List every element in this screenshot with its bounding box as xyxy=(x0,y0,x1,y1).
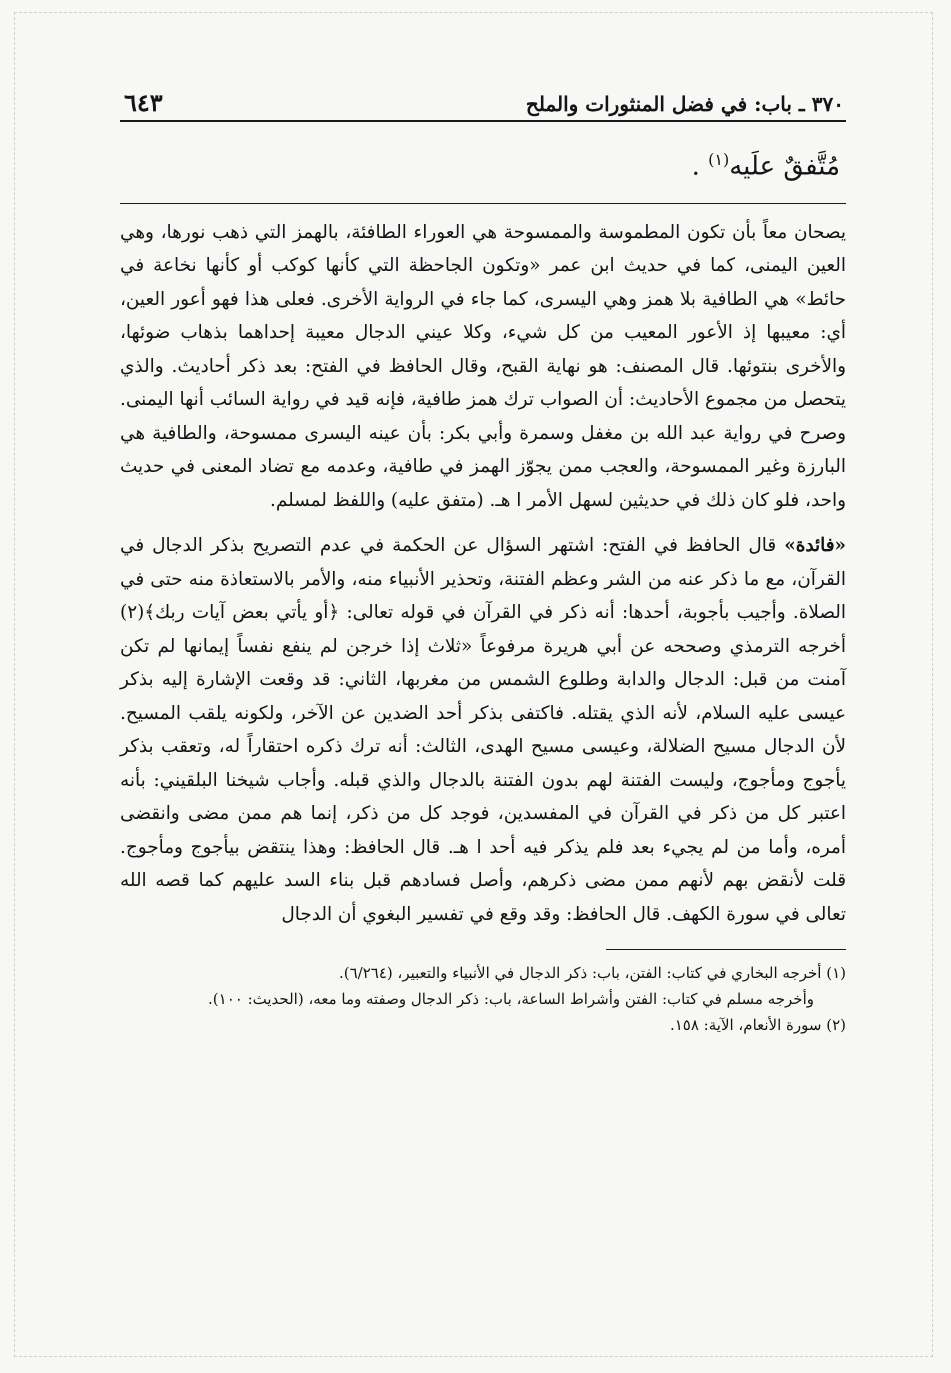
book-page xyxy=(120,80,846,1038)
running-header xyxy=(120,80,846,122)
footnote-divider xyxy=(606,949,846,950)
paragraph-1: يصحان معاً بأن تكون المطموسة والممسوحة هي العوراء الطافئة، بالهمز التي ذهب نورها، وهي العين اليمنى، كما في حديث ابن عمر «وتكون الجاحظة التي كأنها كوكب أو كأنها نخاعة في حائط» هي الطافية بلا همز وهي اليسرى، كما جاء في الرواية الأخرى. فعلى هذا فهو أعور العين، أي: معيبها إذ الأعور المعيب من كل شيء، وكلا عيني الدجال معيبة إحداهما بذهاب ضوئها، والأخرى بنتوئها. قال المصنف: هو نهاية القبح، وقال الحافظ في الفتح: بعد ذكر أحاديث. والذي يتحصل من مجموع الأحاديث: أن الصواب ترك همز طافية، فإنه قيد في رواية السائب أنها اليمنى. وصرح في رواية عبد الله بن مغفل وسمرة وأبي بكر: بأن عينه اليسرى ممسوحة، والطافية هي البارزة وغير الممسوحة، والعجب ممن يجوّز الهمز في طافية، وعدمه مع تضاد المعنى في حديث واحد، فلو كان ذلك في حديثين لسهل الأمر ا هـ. (متفق عليه) واللفظ لمسلم. xyxy=(120,221,846,511)
agreed-upon-line xyxy=(120,140,846,187)
section-divider xyxy=(120,203,846,204)
agreed-upon-text: مُتَّفقٌ علَيه xyxy=(729,151,840,182)
paragraph-2 xyxy=(120,529,846,931)
footnote-1: (١) أخرجه البخاري في كتاب: الفتن، باب: ذكر الدجال في الأنبياء والتعبير، (٦/٢٦٤). xyxy=(338,964,846,983)
chapter-title: ٣٧٠ ـ باب: في فضل المنثورات والملح xyxy=(525,92,844,116)
footnote-marker: (١) xyxy=(708,150,730,169)
commentary-text xyxy=(120,216,846,932)
paragraph-2-text: قال الحافظ في الفتح: اشتهر السؤال عن الحكمة في عدم التصريح بذكر الدجال في القرآن، مع ما ذكر عنه من الشر وعظم الفتنة، وتحذير الأنبياء منه، والأمر بالاستعاذة منه حتى في الصلاة. وأجيب بأجوبة، أحدها: أنه ذكر في القرآن في قوله تعالى: ﴿أو يأتي بعض آيات ربك﴾(٢) أخرجه الترمذي وصححه عن أبي هريرة مرفوعاً «ثلاث إذا خرجن لم ينفع نفساً إيمانها لم تكن آمنت من قبل: الدجال والدابة وطلوع الشمس من مغربها، الثاني: قد وقعت الإشارة إليه بذكر عيسى عليه السلام، لأنه الذي يقتله. فاكتفى بذكر أحد الضدين عن الآخر، ولكونه يلقب المسيح. لأن الدجال مسيح الضلالة، وعيسى مسيح الهدى، الثالث: أنه ترك ذكره احتقاراً له، وتعقب بذكر يأجوج ومأجوج، وليست الفتنة لهم بدون الفتنة بالدجال والذي قبله. وأجاب شيخنا البلقيني: بأنه اعتبر كل من ذكر في القرآن في المفسدين، فوجد كل من ذكر، إنما هم ممن مضى وانقضى أمره، وأما من لم يجيء بعد فلم يذكر فيه أحد ا هـ. قال الحافظ: وهذا ينتقض بيأجوج ومأجوج. قلت لأنقض بهم لأنهم ممن مضى ذكرهم، وأصل فسادهم قبل بناء السد عليهم كما قصه الله تعالى في سورة الكهف. قال الحافظ: وقد وقع في تفسير البغوي أن الدجال xyxy=(120,535,846,925)
agreed-upon-end: . xyxy=(691,151,700,182)
footnotes xyxy=(120,960,846,1038)
footnote-2: (٢) سورة الأنعام، الآية: ١٥٨. xyxy=(669,1016,846,1035)
page-number: ٦٤٣ xyxy=(124,88,163,117)
paragraph-2-lead: «فائدة» xyxy=(784,535,846,557)
footnote-1-continued: وأخرجه مسلم في كتاب: الفتن وأشراط الساعة، باب: ذكر الدجال وصفته وما معه، (الحديث: ١٠٠). xyxy=(208,990,814,1009)
